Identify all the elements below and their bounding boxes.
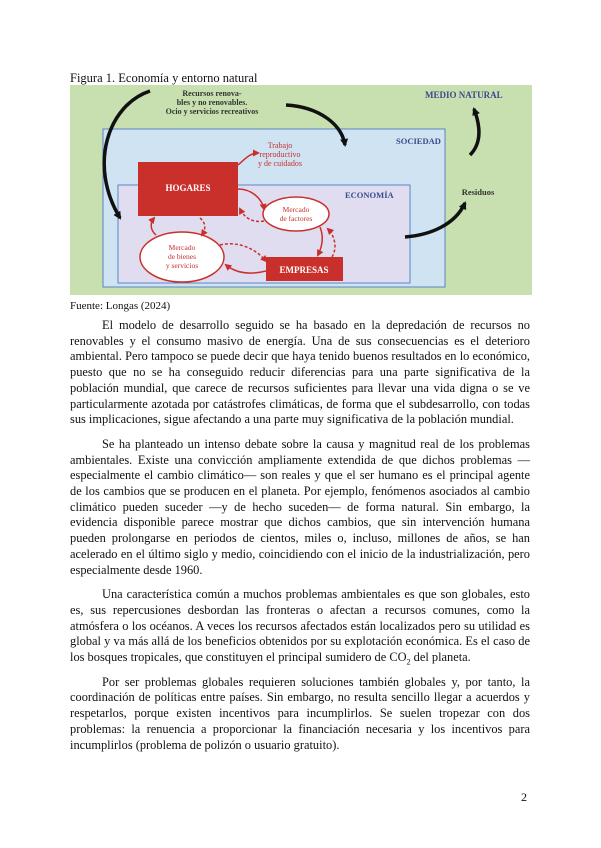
mercado-bienes-line1: Mercado <box>168 243 196 252</box>
paragraph <box>70 587 530 666</box>
recursos-label-line3: Ocio y servicios recreativos <box>165 107 259 116</box>
mercado-factores-line1: Mercado <box>282 205 310 214</box>
economy-environment-diagram <box>70 85 532 295</box>
trabajo-label-line2: reproductivo <box>259 150 301 159</box>
trabajo-label-line3: y de cuidados <box>258 159 302 168</box>
paragraph: Se ha planteado un intenso debate sobre la causa y magnitud real de los problemas ambientales. Existe una convicción ampliamente extendida de que dichos problemas —especialmente el cambio climático— son reales y que el ser humano es el principal agente de los cambios que se producen en el planeta. Por ejemplo, fenómenos asociados al cambio climático pueden suceder —y de hecho suceden— de forma natural. Sin embargo, la evidencia disponible parece mostrar que dichos cambios, que sin intervención humana pueden prolongarse en periodos de cientos, miles o, incluso, millones de años, se han acelerado en el último siglo y medio, coincidiendo con el inicio de la industrialización, pero especialmente desde 1960. <box>70 436 530 577</box>
economia-label: ECONOMÍA <box>345 190 394 200</box>
empresas-label: EMPRESAS <box>279 265 329 275</box>
hogares-label: HOGARES <box>165 183 211 193</box>
paragraph: El modelo de desarrollo seguido se ha basado en la depredación de recursos no renovables y el consumo masivo de energía. Una de sus consecuencias es el deterioro ambiental. Pero tampoco se puede decir que haya tenido buenos resultados en lo económico, puesto que no se ha conseguido reducir diferencias para una parte significativa de la población mundial, que carece de recursos suficientes para llevar una vida digna o se ve particularmente azotada por catástrofes climáticas, de forma que el subdesarrollo, con todas sus implicaciones, sigue afectando a una parte muy significativa de la población mundial. <box>70 318 530 427</box>
recursos-label-line1: Recursos renova- <box>182 89 242 98</box>
paragraph-text-end: del planeta. <box>410 650 471 665</box>
body-text <box>70 318 530 762</box>
mercado-factores-line2: de factores <box>279 214 313 223</box>
paragraph: Por ser problemas globales requieren soluciones también globales y, por tanto, la coordinación de políticas entre países. Sin embargo, no resulta sencillo llegar a acuerdos y respetarlos, porque existen incentivos para incumplirlos. Se suelen tropezar con dos problemas: la renuencia a proporcionar la financiación necesaria y los incentivos para incumplirlos (problema de polizón o usuario gratuito). <box>70 674 530 752</box>
page-number: 2 <box>521 790 527 804</box>
residuos-label: Residuos <box>461 187 495 197</box>
paragraph-text: Una característica común a muchos problemas ambientales es que son globales, esto es, sus repercusiones desbordan las fronteras o afectan a recursos comunes, como la atmósfera o los océanos. A veces los recursos afectados están localizados pero su utilidad es global y va más allá de los beneficios obtenidos por su explotación económica. Es el caso de los bosques tropicales, que constituyen el principal sumidero de CO <box>70 587 530 665</box>
mercado-bienes-line2: de bienes <box>167 252 197 261</box>
sociedad-label: SOCIEDAD <box>396 136 441 146</box>
recursos-label-line2: bles y no renovables. <box>176 98 248 107</box>
figure-caption: Figura 1. Economía y entorno natural <box>70 71 258 85</box>
trabajo-label-line1: Trabajo <box>267 141 293 150</box>
mercado-bienes-line3: y servicios <box>165 261 199 270</box>
figure-source: Fuente: Longas (2024) <box>70 300 171 312</box>
subscript-two: 2 <box>406 657 411 667</box>
medio-natural-label: MEDIO NATURAL <box>425 90 503 100</box>
